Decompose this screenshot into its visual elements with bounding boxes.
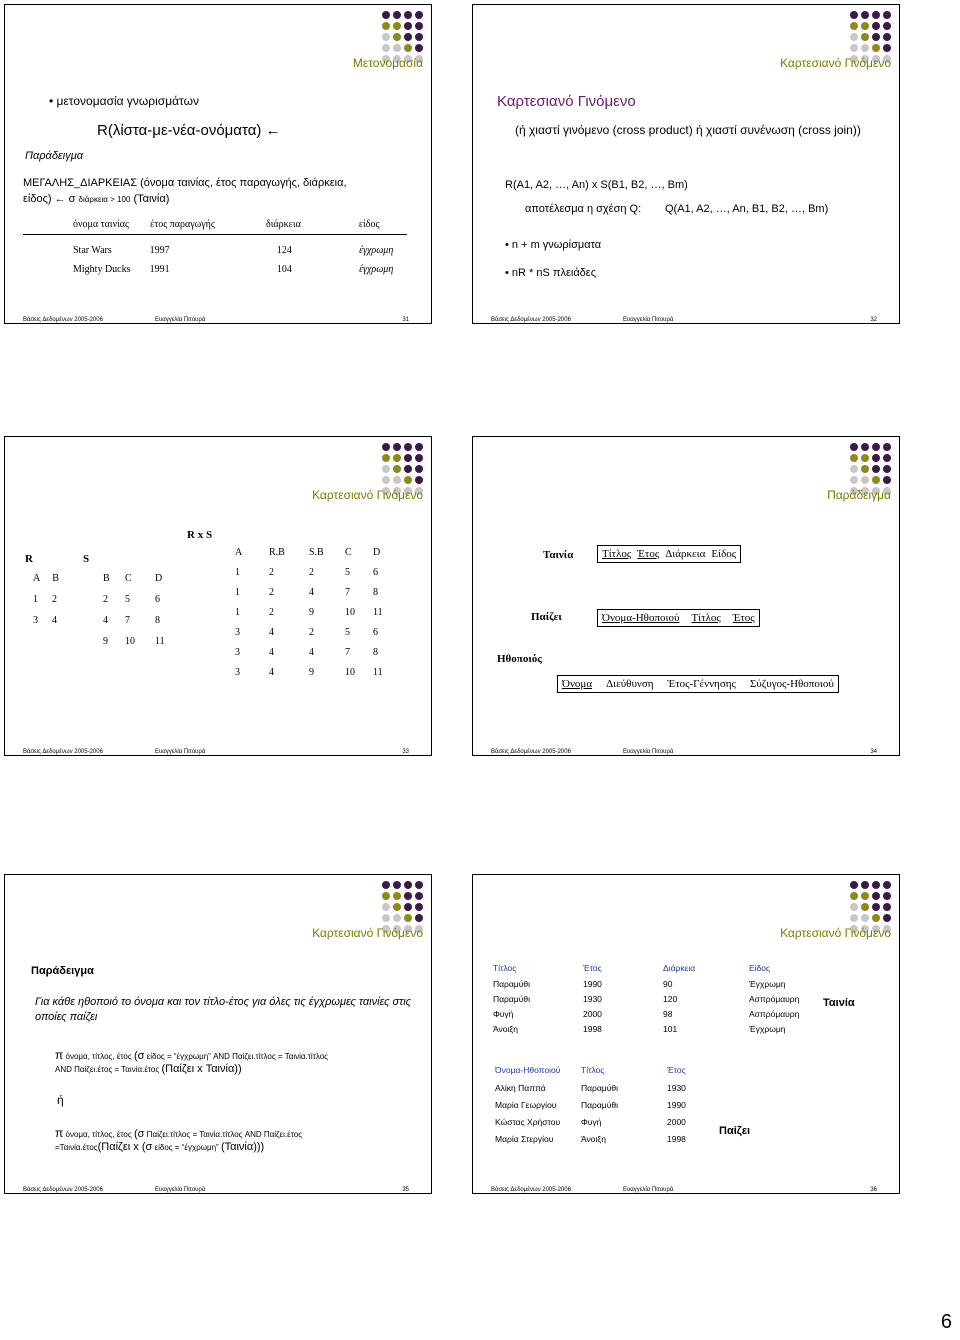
decor-dot — [393, 476, 401, 484]
decor-dot — [382, 454, 390, 462]
decor-dot — [404, 22, 412, 30]
decor-dot — [382, 465, 390, 473]
s-label: S — [83, 553, 90, 565]
slide-34: Παράδειγμα Ταινία Τίτλος Έτος Διάρκεια Είδος Παίζει Όνομα-Ηθοποιού Τίτλος Έτος Ηθοποιός Όνομα Διεύθυνση Έτος-Γέννησης Σύζυγος-Ηθοποιού Βάσεις Δεδομένων 2005-2006 Ευαγγελία Πιτουρά 34 — [472, 436, 900, 756]
example-label: Παράδειγμα — [25, 150, 84, 162]
decor-dot — [850, 476, 858, 484]
formula-1: π όνομα, τίτλος, έτος (σ είδος = “έγχρωμη” AND Παίζει.τίτλος = Ταινία.τίτλος AND Παίζει.έτος = Ταινία.έτος (Παίζει x Ταινία)) — [55, 1048, 329, 1075]
decor-dot — [393, 22, 401, 30]
decor-dot — [393, 454, 401, 462]
table-row: Star Wars 1997 124 έγχρωμη — [73, 245, 394, 256]
decor-dot — [393, 44, 401, 52]
decor-dot — [415, 22, 423, 30]
decor-dot — [404, 33, 412, 41]
r-label: R — [25, 553, 33, 565]
decor-dot — [404, 465, 412, 473]
decor-dot — [861, 33, 869, 41]
decor-dot — [382, 914, 390, 922]
query-line-2: είδος) ← σ διάρκεια > 100 (Ταινία) — [23, 193, 170, 205]
table-r: A B 1 2 3 4 — [33, 573, 59, 626]
decor-dot — [415, 465, 423, 473]
description: (ή χιαστί γινόμενο (cross product) ή χιαστί συνένωση (cross join)) — [515, 123, 861, 137]
decor-dot — [872, 892, 880, 900]
decor-dot — [382, 22, 390, 30]
table-row: Αλίκη Παππά Παραμύθι 1930 — [495, 1083, 686, 1093]
decor-dot — [415, 881, 423, 889]
table-row: 4 7 8 — [103, 615, 160, 626]
decor-dot — [861, 892, 869, 900]
decor-dot — [415, 443, 423, 451]
slide-title: Παράδειγμα — [827, 488, 891, 502]
table-row: 1 2 — [33, 594, 57, 605]
table-row: 3 4 — [33, 615, 57, 626]
decor-dot — [883, 914, 891, 922]
decor-dot — [850, 881, 858, 889]
decor-dot — [393, 465, 401, 473]
table-row: Mighty Ducks 1991 104 έγχρωμη — [73, 264, 394, 275]
slide-35: Καρτεσιανό Γινόμενο Παράδειγμα Για κάθε ηθοποιό το όνομα και τον τίτλο-έτος για όλες τις έγχρωμες ταινίες στις οποίες παίζει π όνομα, τίτλος, έτος (σ είδος = “έγχρωμη” AND Παίζει.τίτλος = Ταινία.τίτλος AND Παίζει.έτος = Ταινία.έτος (Παίζει x Ταινία)) ή π όνομα, τίτλος, έτος (σ Παίζει.τίτλος = Ταινία.τίτλος AND Παίζει.έτος =Ταινία.έτος(Παίζει x (σ είδος = “έγχρωμη” (Ταινία))) Βάσεις Δεδομένων 2005-2006 Ευαγγελία Πιτουρά 35 — [4, 874, 432, 1194]
decor-dot — [393, 914, 401, 922]
decor-dot — [883, 903, 891, 911]
table-row: 1 2 2 5 6 — [235, 567, 378, 578]
bullet-attributes: • n + m γνωρίσματα — [505, 239, 602, 251]
decor-dot — [382, 11, 390, 19]
table-row: Κώστας Χρήστου Φυγή 2000 — [495, 1117, 686, 1127]
ithopoios-label: Ηθοποιός — [497, 653, 542, 665]
decor-dot — [382, 881, 390, 889]
tainia-label: Ταινία — [823, 997, 855, 1009]
table-row: Μαρία Στεργίου Άνοιξη 1998 — [495, 1134, 686, 1144]
tainia-schema: Τίτλος Έτος Διάρκεια Είδος — [597, 545, 741, 563]
decor-dot — [872, 903, 880, 911]
decor-dot — [404, 476, 412, 484]
decor-dot — [393, 11, 401, 19]
slide-36: Καρτεσιανό Γινόμενο Τίτλος Έτος Διάρκεια Είδος Παραμύθι 1990 90 Έγχρωμη Παραμύθι 1930 120 Ασπρόμαυρη Φυγή 2000 98 Ασπρόμαυρη Άνοιξη 1998 101 Έγχρωμη Ταινία Όνομα-Ηθοποιού Τίτλος Έτος Αλίκη Παππά Παραμύθι 1930 Μαρία Γεωργίου Παραμύθι 1990 Κώστας Χρήστου Φυγή 2000 Μαρία Στεργίου Άνοιξη 1998 Παίζει Βάσεις Δεδομένων 2005-2006 Ευαγγελία Πιτουρά 36 — [472, 874, 900, 1194]
bullet: • μετονομασία γνωρισμάτων — [49, 94, 199, 108]
rename-table: όνομα ταινίας έτος παραγωγής διάρκεια είδος Star Wars 1997 124 έγχρωμη Mighty Ducks 1991 104 έγχρωμη — [23, 219, 407, 275]
decor-dot — [382, 903, 390, 911]
or-label: ή — [57, 1093, 64, 1107]
task-text: Για κάθε ηθοποιό το όνομα και τον τίτλο-έτος για όλες τις έγχρωμες ταινίες στις οποίες παίζει — [35, 996, 412, 1023]
result-relation: Q(A1, A2, …, An, B1, B2, …, Bm) — [665, 203, 829, 215]
decor-dot — [861, 903, 869, 911]
decor-dot — [872, 465, 880, 473]
slide-title: Καρτεσιανό Γινόμενο — [312, 926, 423, 940]
decor-dot — [883, 892, 891, 900]
decor-dot — [382, 33, 390, 41]
decor-dot — [861, 443, 869, 451]
decor-dot — [393, 881, 401, 889]
decor-dot — [861, 454, 869, 462]
decor-dot — [883, 454, 891, 462]
decor-dot — [872, 443, 880, 451]
paizei-label: Παίζει — [719, 1125, 751, 1137]
rename-formula: R(λίστα-με-νέα-ονόματα) ← — [97, 122, 281, 139]
decor-dot — [872, 11, 880, 19]
decor-dot — [404, 914, 412, 922]
decor-dot — [883, 881, 891, 889]
decor-dot — [883, 476, 891, 484]
rxs-label: R x S — [187, 529, 213, 541]
decor-dot — [850, 33, 858, 41]
decor-dot — [415, 914, 423, 922]
decor-dot — [382, 476, 390, 484]
decor-dot — [883, 44, 891, 52]
decor-dot — [861, 476, 869, 484]
decor-dot — [883, 465, 891, 473]
decor-dot — [883, 443, 891, 451]
decor-dot — [850, 903, 858, 911]
table-paizei: Όνομα-Ηθοποιού Τίτλος Έτος Αλίκη Παππά Παραμύθι 1930 Μαρία Γεωργίου Παραμύθι 1990 Κώστας Χρήστου Φυγή 2000 Μαρία Στεργίου Άνοιξη 1998 — [495, 1065, 727, 1151]
bullet-tuples: • nR * nS πλειάδες — [505, 267, 597, 279]
decor-dot — [393, 33, 401, 41]
table-row: 3 4 2 5 6 — [235, 627, 378, 638]
slide-heading: Καρτεσιανό Γινόμενο — [497, 93, 636, 110]
table-row: 1 2 9 10 11 — [235, 607, 383, 618]
decor-dot — [404, 454, 412, 462]
decor-dot — [883, 22, 891, 30]
decor-dot — [850, 914, 858, 922]
decor-dot — [415, 454, 423, 462]
decor-dot — [850, 892, 858, 900]
slide-title: Μετονομασία — [352, 56, 423, 70]
decor-dot — [861, 22, 869, 30]
decor-dot — [861, 914, 869, 922]
slide-32: Καρτεσιανό Γινόμενο Καρτεσιανό Γινόμενο (ή χιαστί γινόμενο (cross product) ή χιαστί συνένωση (cross join)) R(A1, A2, …, An) x S(B1, B2, …, Bm) αποτέλεσμα η σχέση Q: Q(A1, A2, …, An, B1, B2, …, Bm) • n + m γνωρίσματα • nR * nS πλειάδες Βάσεις Δεδομένων 2005-2006 Ευαγγελία Πιτουρά 32 — [472, 4, 900, 324]
decor-dot — [404, 892, 412, 900]
decor-dot — [872, 914, 880, 922]
ithopoios-schema: Όνομα Διεύθυνση Έτος-Γέννησης Σύζυγος-Ηθοποιού — [557, 675, 839, 693]
decor-dot — [861, 881, 869, 889]
slide-title: Καρτεσιανό Γινόμενο — [312, 488, 423, 502]
decor-dot — [850, 44, 858, 52]
decor-dot — [872, 33, 880, 41]
decor-dot — [872, 44, 880, 52]
table-row: 1 2 4 7 8 — [235, 587, 378, 598]
decor-dot — [883, 33, 891, 41]
decor-dot — [393, 892, 401, 900]
decor-dot — [393, 443, 401, 451]
decor-dot — [404, 443, 412, 451]
decor-dot — [872, 22, 880, 30]
table-row: Παραμύθι 1930 120 Ασπρόμαυρη — [493, 994, 800, 1004]
slide-title: Καρτεσιανό Γινόμενο — [780, 926, 891, 940]
decor-dot — [872, 476, 880, 484]
decor-dot — [404, 903, 412, 911]
relation-line: R(A1, A2, …, An) x S(B1, B2, …, Bm) — [505, 179, 688, 191]
decor-dot — [850, 443, 858, 451]
decor-dot — [861, 11, 869, 19]
slide-title: Καρτεσιανό Γινόμενο — [780, 56, 891, 70]
table-rxs: A R.B S.B C D 1 2 2 5 6 1 2 4 7 8 1 2 9 10 11 3 4 2 5 6 3 4 4 7 8 3 4 9 10 11 — [235, 547, 393, 687]
slide-33: Καρτεσιανό Γινόμενο R S R x S A B 1 2 3 4 B C D 2 5 6 4 7 8 9 10 11 A R.B S.B C D 1 2 2 5 6 1 2 4 7 8 1 2 9 10 11 3 4 2 5 6 3 4 4 7 8 3 4 9 10 11 Βάσεις Δεδομένων 2005-2006 Ευαγγελία Πιτουρά 33 — [4, 436, 432, 756]
table-row: 2 5 6 — [103, 594, 160, 605]
table-s: B C D 2 5 6 4 7 8 9 10 11 — [103, 573, 165, 647]
paizei-schema: Όνομα-Ηθοποιού Τίτλος Έτος — [597, 609, 760, 627]
decor-dot — [850, 22, 858, 30]
decor-dot — [404, 11, 412, 19]
decor-dot — [415, 892, 423, 900]
table-row: Παραμύθι 1990 90 Έγχρωμη — [493, 979, 786, 989]
decor-dot — [872, 454, 880, 462]
decor-dot — [415, 903, 423, 911]
decor-dot — [850, 454, 858, 462]
table-row: 9 10 11 — [103, 636, 165, 647]
formula-2: π όνομα, τίτλος, έτος (σ Παίζει.τίτλος = Ταινία.τίτλος AND Παίζει.έτος =Ταινία.έτος(Παίζει x (σ είδος = “έγχρωμη” (Ταινία))) — [55, 1126, 303, 1153]
table-row: 3 4 9 10 11 — [235, 667, 383, 678]
decor-dot — [382, 892, 390, 900]
result-label: αποτέλεσμα η σχέση Q: — [525, 203, 642, 215]
table-row: Φυγή 2000 98 Ασπρόμαυρη — [493, 1009, 800, 1019]
decor-dot — [861, 465, 869, 473]
decor-dot — [883, 11, 891, 19]
example-label: Παράδειγμα — [31, 965, 94, 977]
slide-31: Μετονομασία • μετονομασία γνωρισμάτων R(λίστα-με-νέα-ονόματα) ← Παράδειγμα ΜΕΓΑΛΗΣ_ΔΙΑΡΚΕΙΑΣ (όνομα ταινίας, έτος παραγωγής, διάρκεια, είδος) ← σ διάρκεια > 100 (Ταινία) όνομα ταινίας έτος παραγωγής διάρκεια είδος Star Wars 1997 124 έγχρωμη Mighty Ducks 1991 104 έγχρωμη Βάσεις Δεδομένων 2005-2006 Ευαγγελία Πιτουρά 31 — [4, 4, 432, 324]
table-row: Μαρία Γεωργίου Παραμύθι 1990 — [495, 1100, 686, 1110]
table-tainia: Τίτλος Έτος Διάρκεια Είδος Παραμύθι 1990 90 Έγχρωμη Παραμύθι 1930 120 Ασπρόμαυρη Φυγή 2000 98 Ασπρόμαυρη Άνοιξη 1998 101 Έγχρωμη — [493, 963, 829, 1039]
paizei-label: Παίζει — [531, 611, 562, 623]
table-row: 3 4 4 7 8 — [235, 647, 378, 658]
decor-dot — [393, 903, 401, 911]
decor-dot — [404, 44, 412, 52]
decor-dot — [415, 11, 423, 19]
decor-dot — [850, 465, 858, 473]
query-line-1: ΜΕΓΑΛΗΣ_ΔΙΑΡΚΕΙΑΣ (όνομα ταινίας, έτος παραγωγής, διάρκεια, — [23, 177, 347, 189]
table-row: Άνοιξη 1998 101 Έγχρωμη — [493, 1024, 786, 1034]
decor-dot — [861, 44, 869, 52]
decor-dot — [872, 881, 880, 889]
decor-dot — [415, 33, 423, 41]
tainia-label: Ταινία — [543, 549, 574, 561]
decor-dot — [382, 44, 390, 52]
decor-dot — [415, 44, 423, 52]
decor-dot — [382, 443, 390, 451]
decor-dot — [850, 11, 858, 19]
page-number: 6 — [940, 1311, 952, 1333]
decor-dot — [415, 476, 423, 484]
decor-dot — [404, 881, 412, 889]
